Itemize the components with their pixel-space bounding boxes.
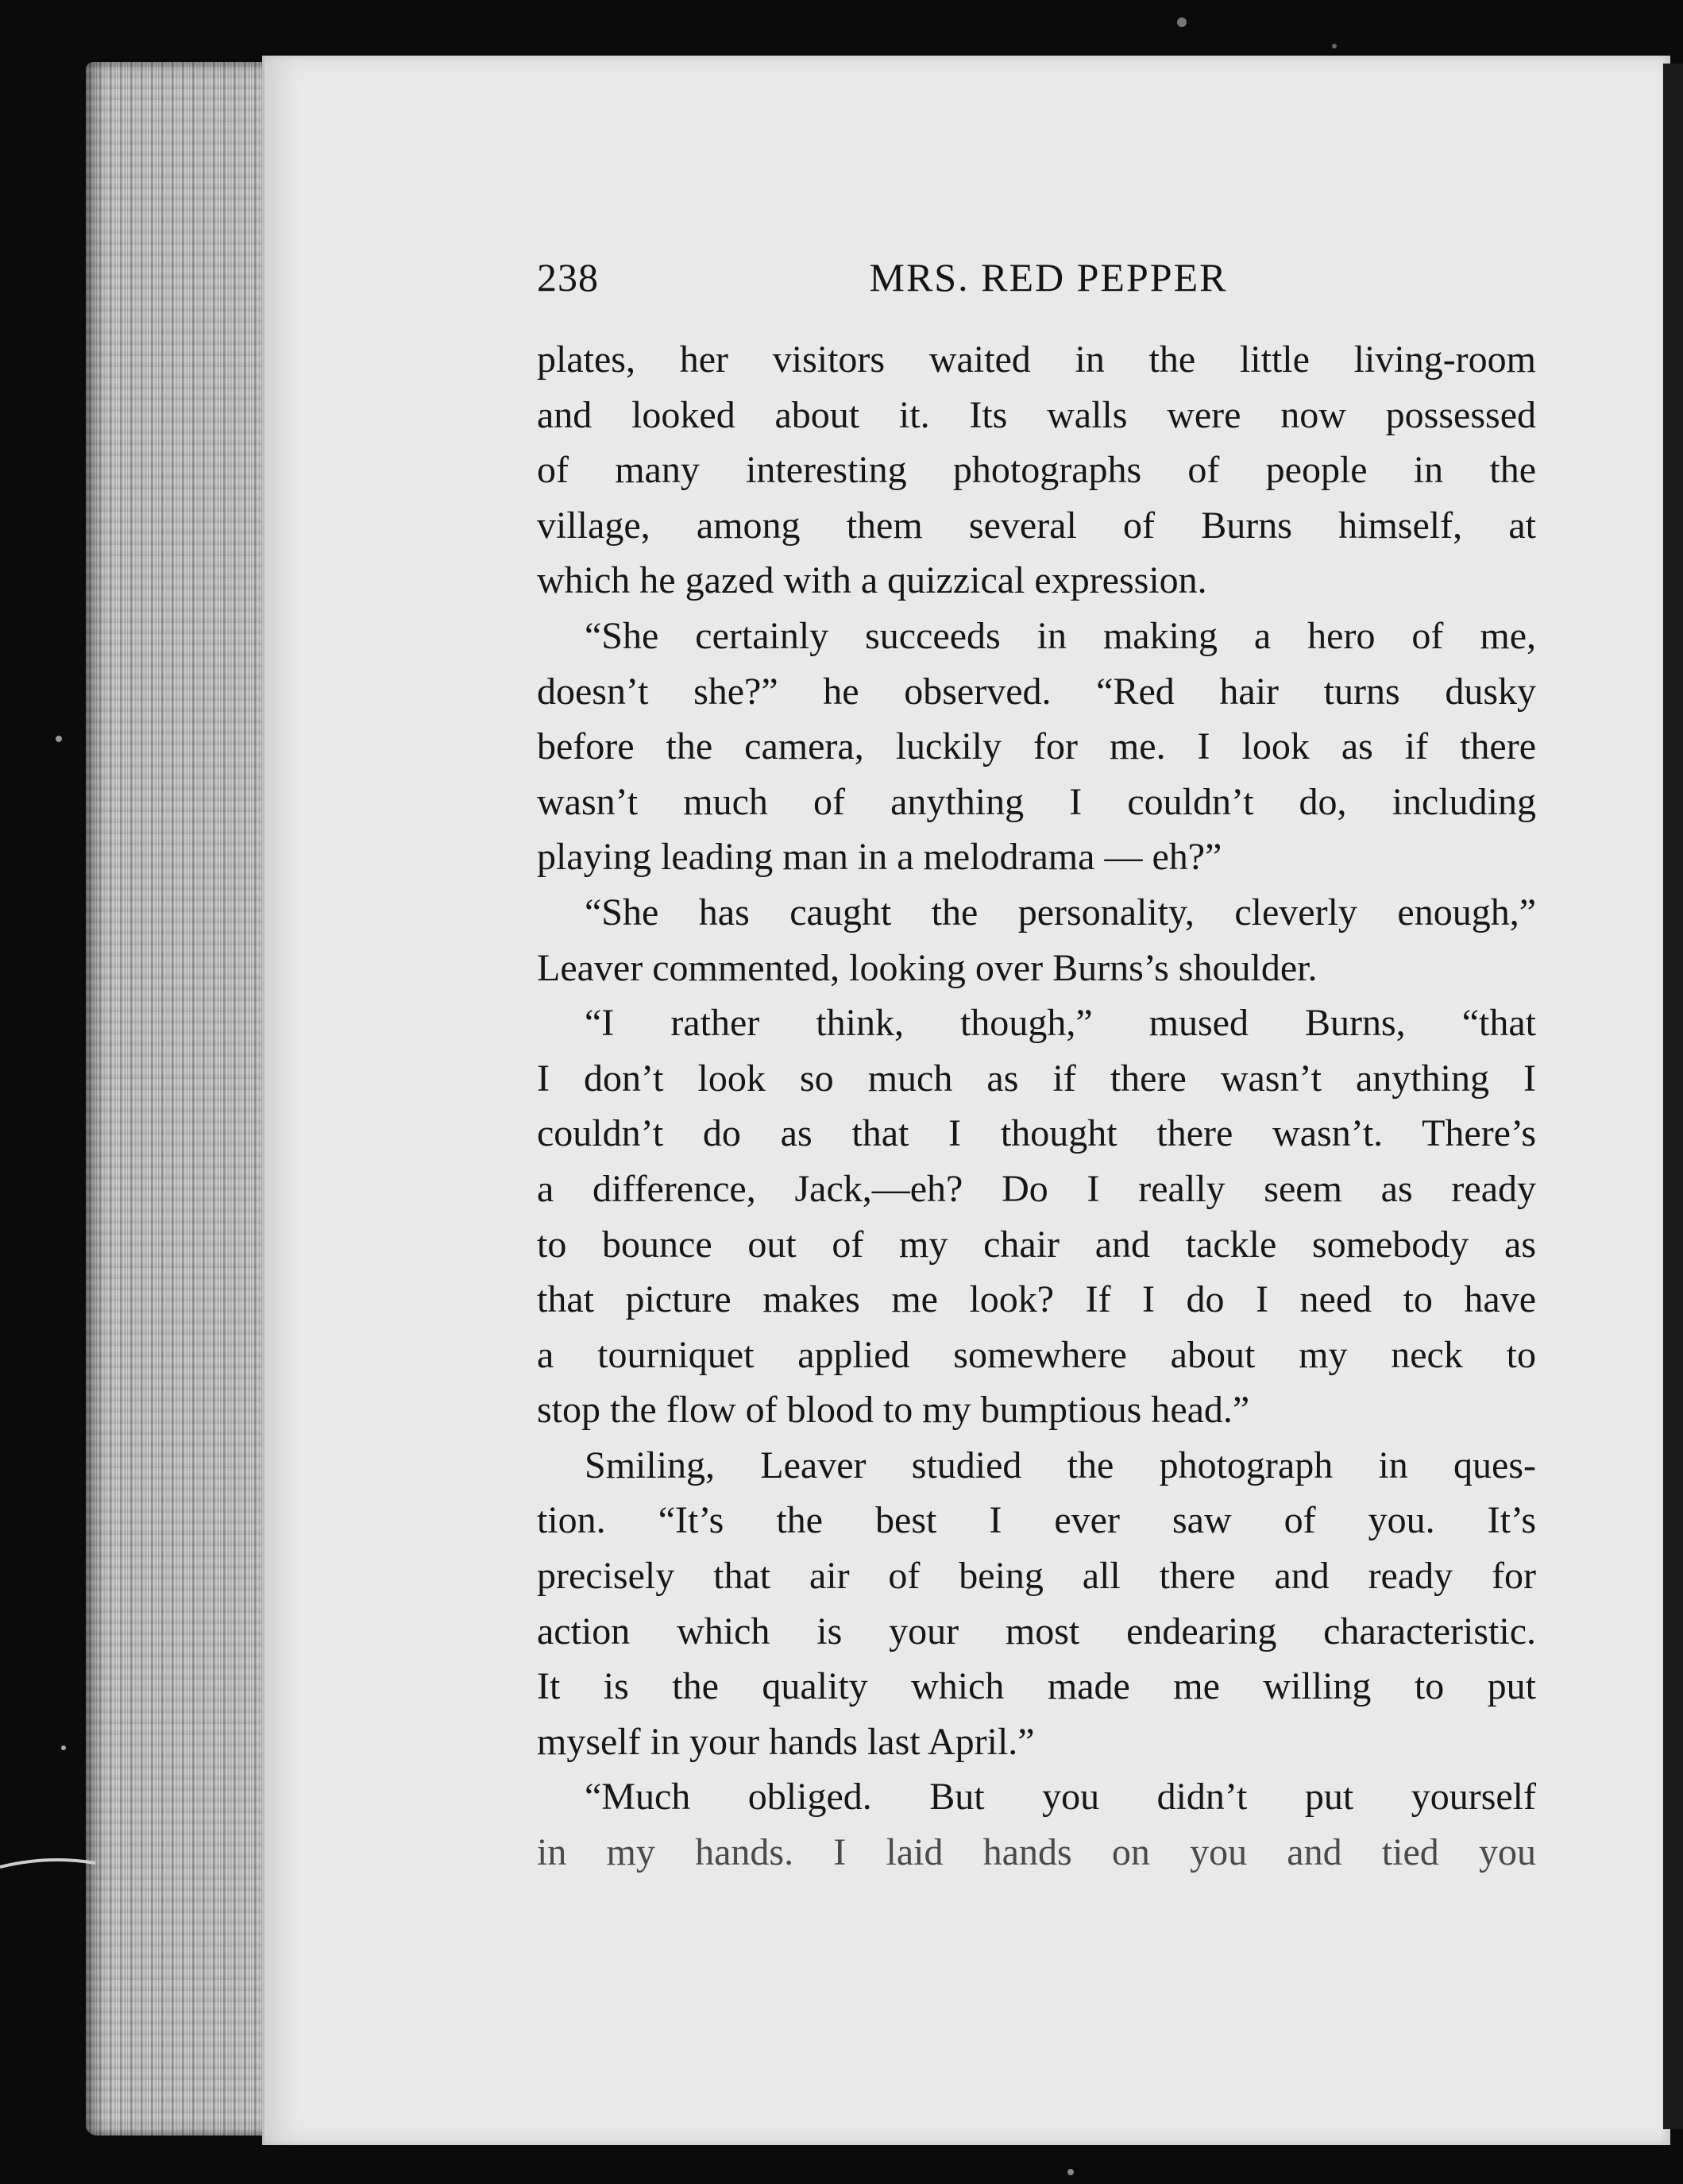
text-line: couldn’t do as that I thought there wasn’t. There’s — [537, 1112, 1536, 1155]
text-line: “I rather think, though,” mused Burns, “that — [585, 1002, 1536, 1045]
text-line: “She has caught the personality, cleverly enough,” — [585, 891, 1536, 934]
text-line: “Much obliged. But you didn’t put yourself — [585, 1776, 1536, 1819]
text-line: playing leading man in a melodrama — eh?” — [537, 836, 1222, 879]
running-title: MRS. RED PEPPER — [869, 255, 1228, 300]
text-line: It is the quality which made me willing to put — [537, 1665, 1536, 1708]
text-line: a difference, Jack,—eh? Do I really seem as ready — [537, 1167, 1536, 1210]
text-line: and looked about it. Its walls were now possessed — [537, 393, 1536, 436]
text-line: wasn’t much of anything I couldn’t do, including — [537, 780, 1536, 823]
text-line: in my hands. I laid hands on you and tied you — [537, 1831, 1536, 1874]
text-line: that picture makes me look? If I do I need to have — [537, 1278, 1536, 1321]
text-line: doesn’t she?” he observed. “Red hair turns dusky — [537, 670, 1536, 713]
text-line: precisely that air of being all there and ready for — [537, 1555, 1536, 1598]
text-line: myself in your hands last April.” — [537, 1720, 1035, 1763]
text-line: action which is your most endearing characteristic. — [537, 1610, 1536, 1652]
right-shadow-edge — [1663, 64, 1683, 2129]
text-line: to bounce out of my chair and tackle somebody as — [537, 1223, 1536, 1266]
text-line: a tourniquet applied somewhere about my neck to — [537, 1333, 1536, 1376]
text-line: Leaver commented, looking over Burns’s shoulder. — [537, 946, 1318, 989]
text-line: stop the flow of blood to my bumptious head.” — [537, 1389, 1250, 1432]
text-line: tion. “It’s the best I ever saw of you. It’s — [537, 1499, 1536, 1542]
page-header — [537, 254, 1536, 318]
text-line: “She certainly succeeds in making a hero of me, — [585, 614, 1536, 657]
text-line: Smiling, Leaver studied the photograph in ques- — [585, 1444, 1536, 1486]
text-line: before the camera, luckily for me. I look as if there — [537, 725, 1536, 768]
text-line: I don’t look so much as if there wasn’t anything I — [537, 1057, 1536, 1100]
body-text — [537, 332, 1536, 1881]
text-line: plates, her visitors waited in the little living-room — [537, 338, 1536, 381]
text-line: village, among them several of Burns himself, at — [537, 504, 1536, 547]
page-number: 238 — [537, 255, 599, 300]
page-edges-stack — [86, 62, 276, 2136]
text-line: of many interesting photographs of people in the — [537, 449, 1536, 492]
text-line: which he gazed with a quizzical expression. — [537, 559, 1207, 602]
